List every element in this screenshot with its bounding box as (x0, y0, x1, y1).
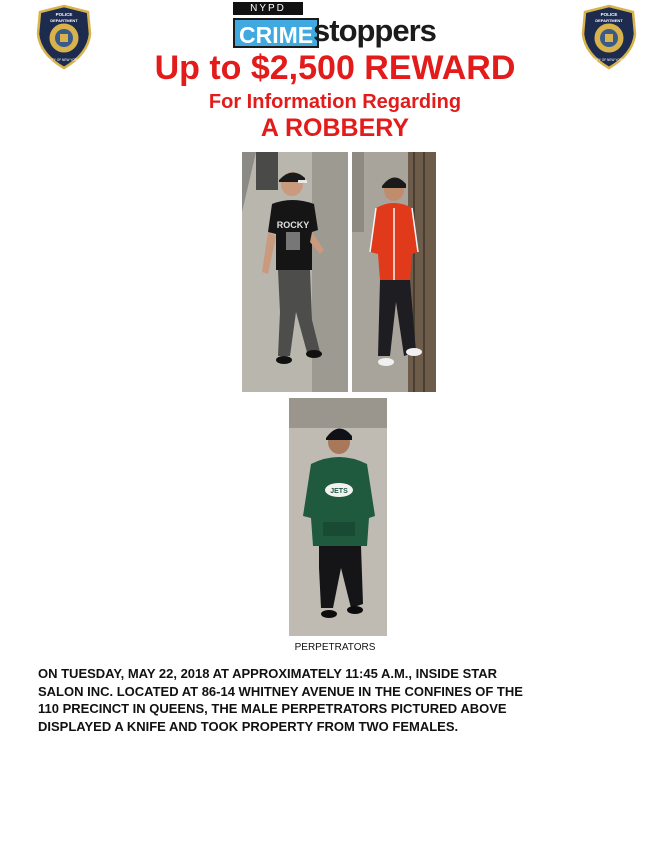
logo-stoppers-text: stoppers (313, 13, 436, 48)
description-line: 110 PRECINCT IN QUEENS, THE MALE PERPETRATORS PICTURED ABOVE (38, 701, 507, 716)
description-line: ON TUESDAY, MAY 22, 2018 AT APPROXIMATELY 11:45 A.M., INSIDE STAR (38, 666, 497, 681)
crimestoppers-logo (233, 2, 445, 50)
description-line: DISPLAYED A KNIFE AND TOOK PROPERTY FROM TWO FEMALES. (38, 718, 459, 734)
suspect-photo-red-jacket (352, 152, 436, 392)
subheadline: For Information Regarding (208, 91, 462, 113)
description-line: SALON INC. LOCATED AT 86-14 WHITNEY AVENUE IN THE CONFINES OF THE (38, 683, 523, 699)
incident-description (38, 665, 638, 735)
shirt-text: ROCKY (276, 220, 310, 230)
crime-type-heading: A ROBBERY (260, 114, 410, 142)
badge-text: POLICE (600, 12, 618, 17)
logo-crime-text: CRIME (233, 18, 319, 48)
suspect-photo-black-shirt (242, 152, 348, 392)
badge-text: DEPARTMENT (595, 18, 623, 23)
badge-text: CITY OF NEW YORK (593, 58, 625, 62)
jets-logo-text: JETS (330, 488, 348, 495)
suspect-photo-green-hoodie (289, 398, 387, 636)
logo-nypd-text: NYPD (233, 2, 303, 15)
badge-text: DEPARTMENT (50, 18, 78, 23)
badge-text: POLICE (55, 12, 73, 17)
photo-caption: PERPETRATORS (294, 642, 376, 653)
reward-headline: Up to $2,500 REWARD (154, 49, 516, 87)
badge-text: CITY OF NEW YORK (48, 58, 80, 62)
